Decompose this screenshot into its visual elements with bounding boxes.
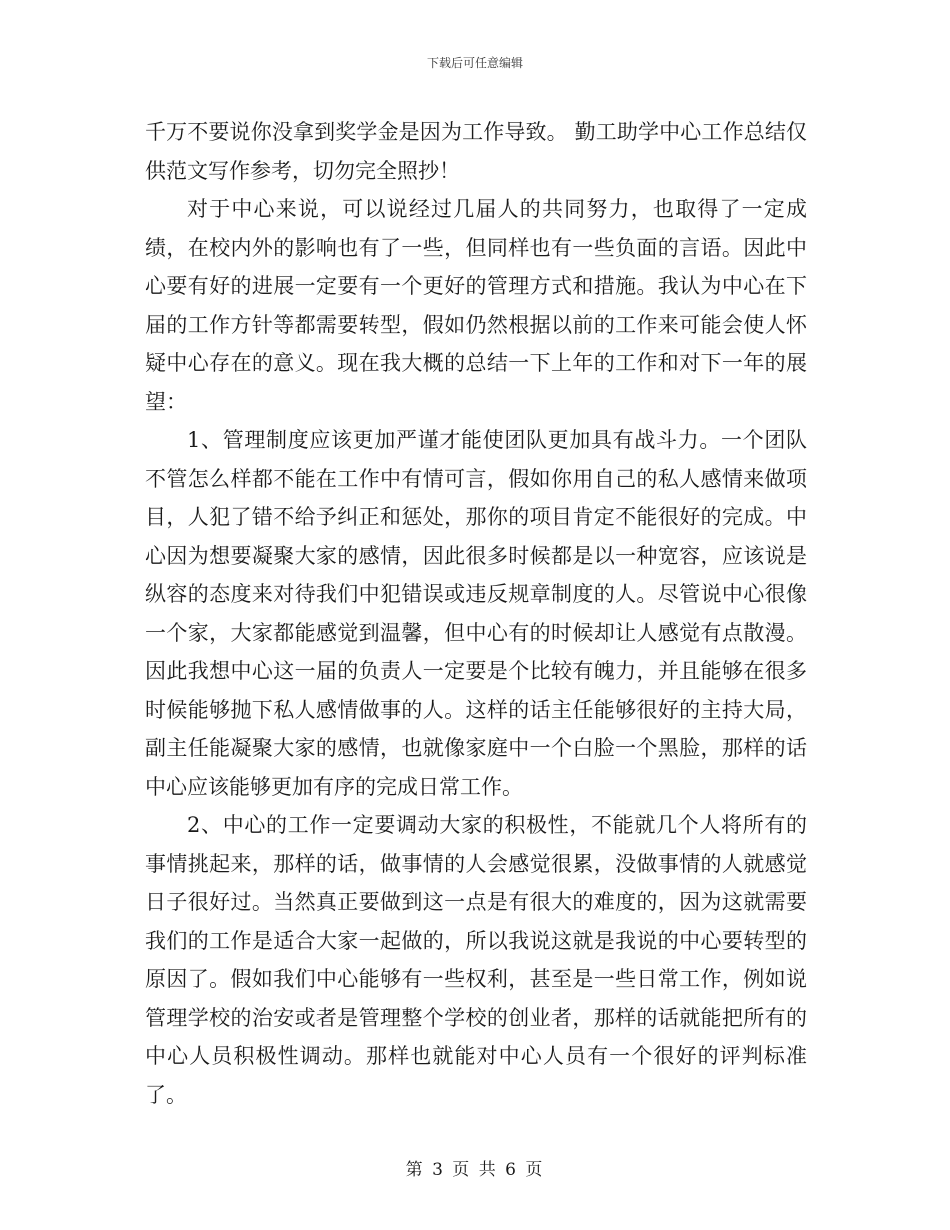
page-header: 下载后可任意编辑 <box>426 56 523 70</box>
paragraph-intro: 千万不要说你没拿到奖学金是因为工作导致。 勤工助学中心工作总结仅供范文写作参考，切勿完全照抄！ <box>145 120 807 183</box>
paragraph-point-1: 1、管理制度应该更加严谨才能使团队更加具有战斗力。一个团队不管怎么样都不能在工作中有情可言，假如你用自己的私人感情来做项目，人犯了错不给予纠正和惩处，那你的项目肯定不能很好的完成。中心因为想要凝聚大家的感情，因此很多时候都是以一种宽容，应该说是纵容的态度来对待我们中犯错误或违反规章制度的人。尽管说中心很像一个家，大家都能感觉到温馨，但中心有的时候却让人感觉有点散漫。因此我想中心这一届的负责人一定要是个比较有魄力，并且能够在很多时候能够抛下私人感情做事的人。这样的话主任能够很好的主持大局，副主任能凝聚大家的感情，也就像家庭中一个白脸一个黑脸，那样的话中心应该能够更加有序的完成日常工作。 <box>145 428 807 799</box>
paragraph-point-2: 2、中心的工作一定要调动大家的积极性，不能就几个人将所有的事情挑起来，那样的话，做事情的人会感觉很累，没做事情的人就感觉日子很好过。当然真正要做到这一点是有很大的难度的，因为这就需要我们的工作是适合大家一起做的，所以我说这就是我说的中心要转型的原因了。假如我们中心能够有一些权利，甚至是一些日常工作，例如说管理学校的治安或者是管理整个学校的创业者，那样的话就能把所有的中心人员积极性调动。那样也就能对中心人员有一个很好的评判标准了。 <box>145 813 807 1107</box>
page-number-footer: 第 3 页 共 6 页 <box>405 1160 545 1180</box>
document-body <box>145 113 807 1114</box>
paragraph-overview: 对于中心来说，可以说经过几届人的共同努力，也取得了一定成绩，在校内外的影响也有了一些，但同样也有一些负面的言语。因此中心要有好的进展一定要有一个更好的管理方式和措施。我认为中心在下届的工作方针等都需要转型，假如仍然根据以前的工作来可能会使人怀疑中心存在的意义。现在我大概的总结一下上年的工作和对下一年的展望： <box>145 197 807 414</box>
